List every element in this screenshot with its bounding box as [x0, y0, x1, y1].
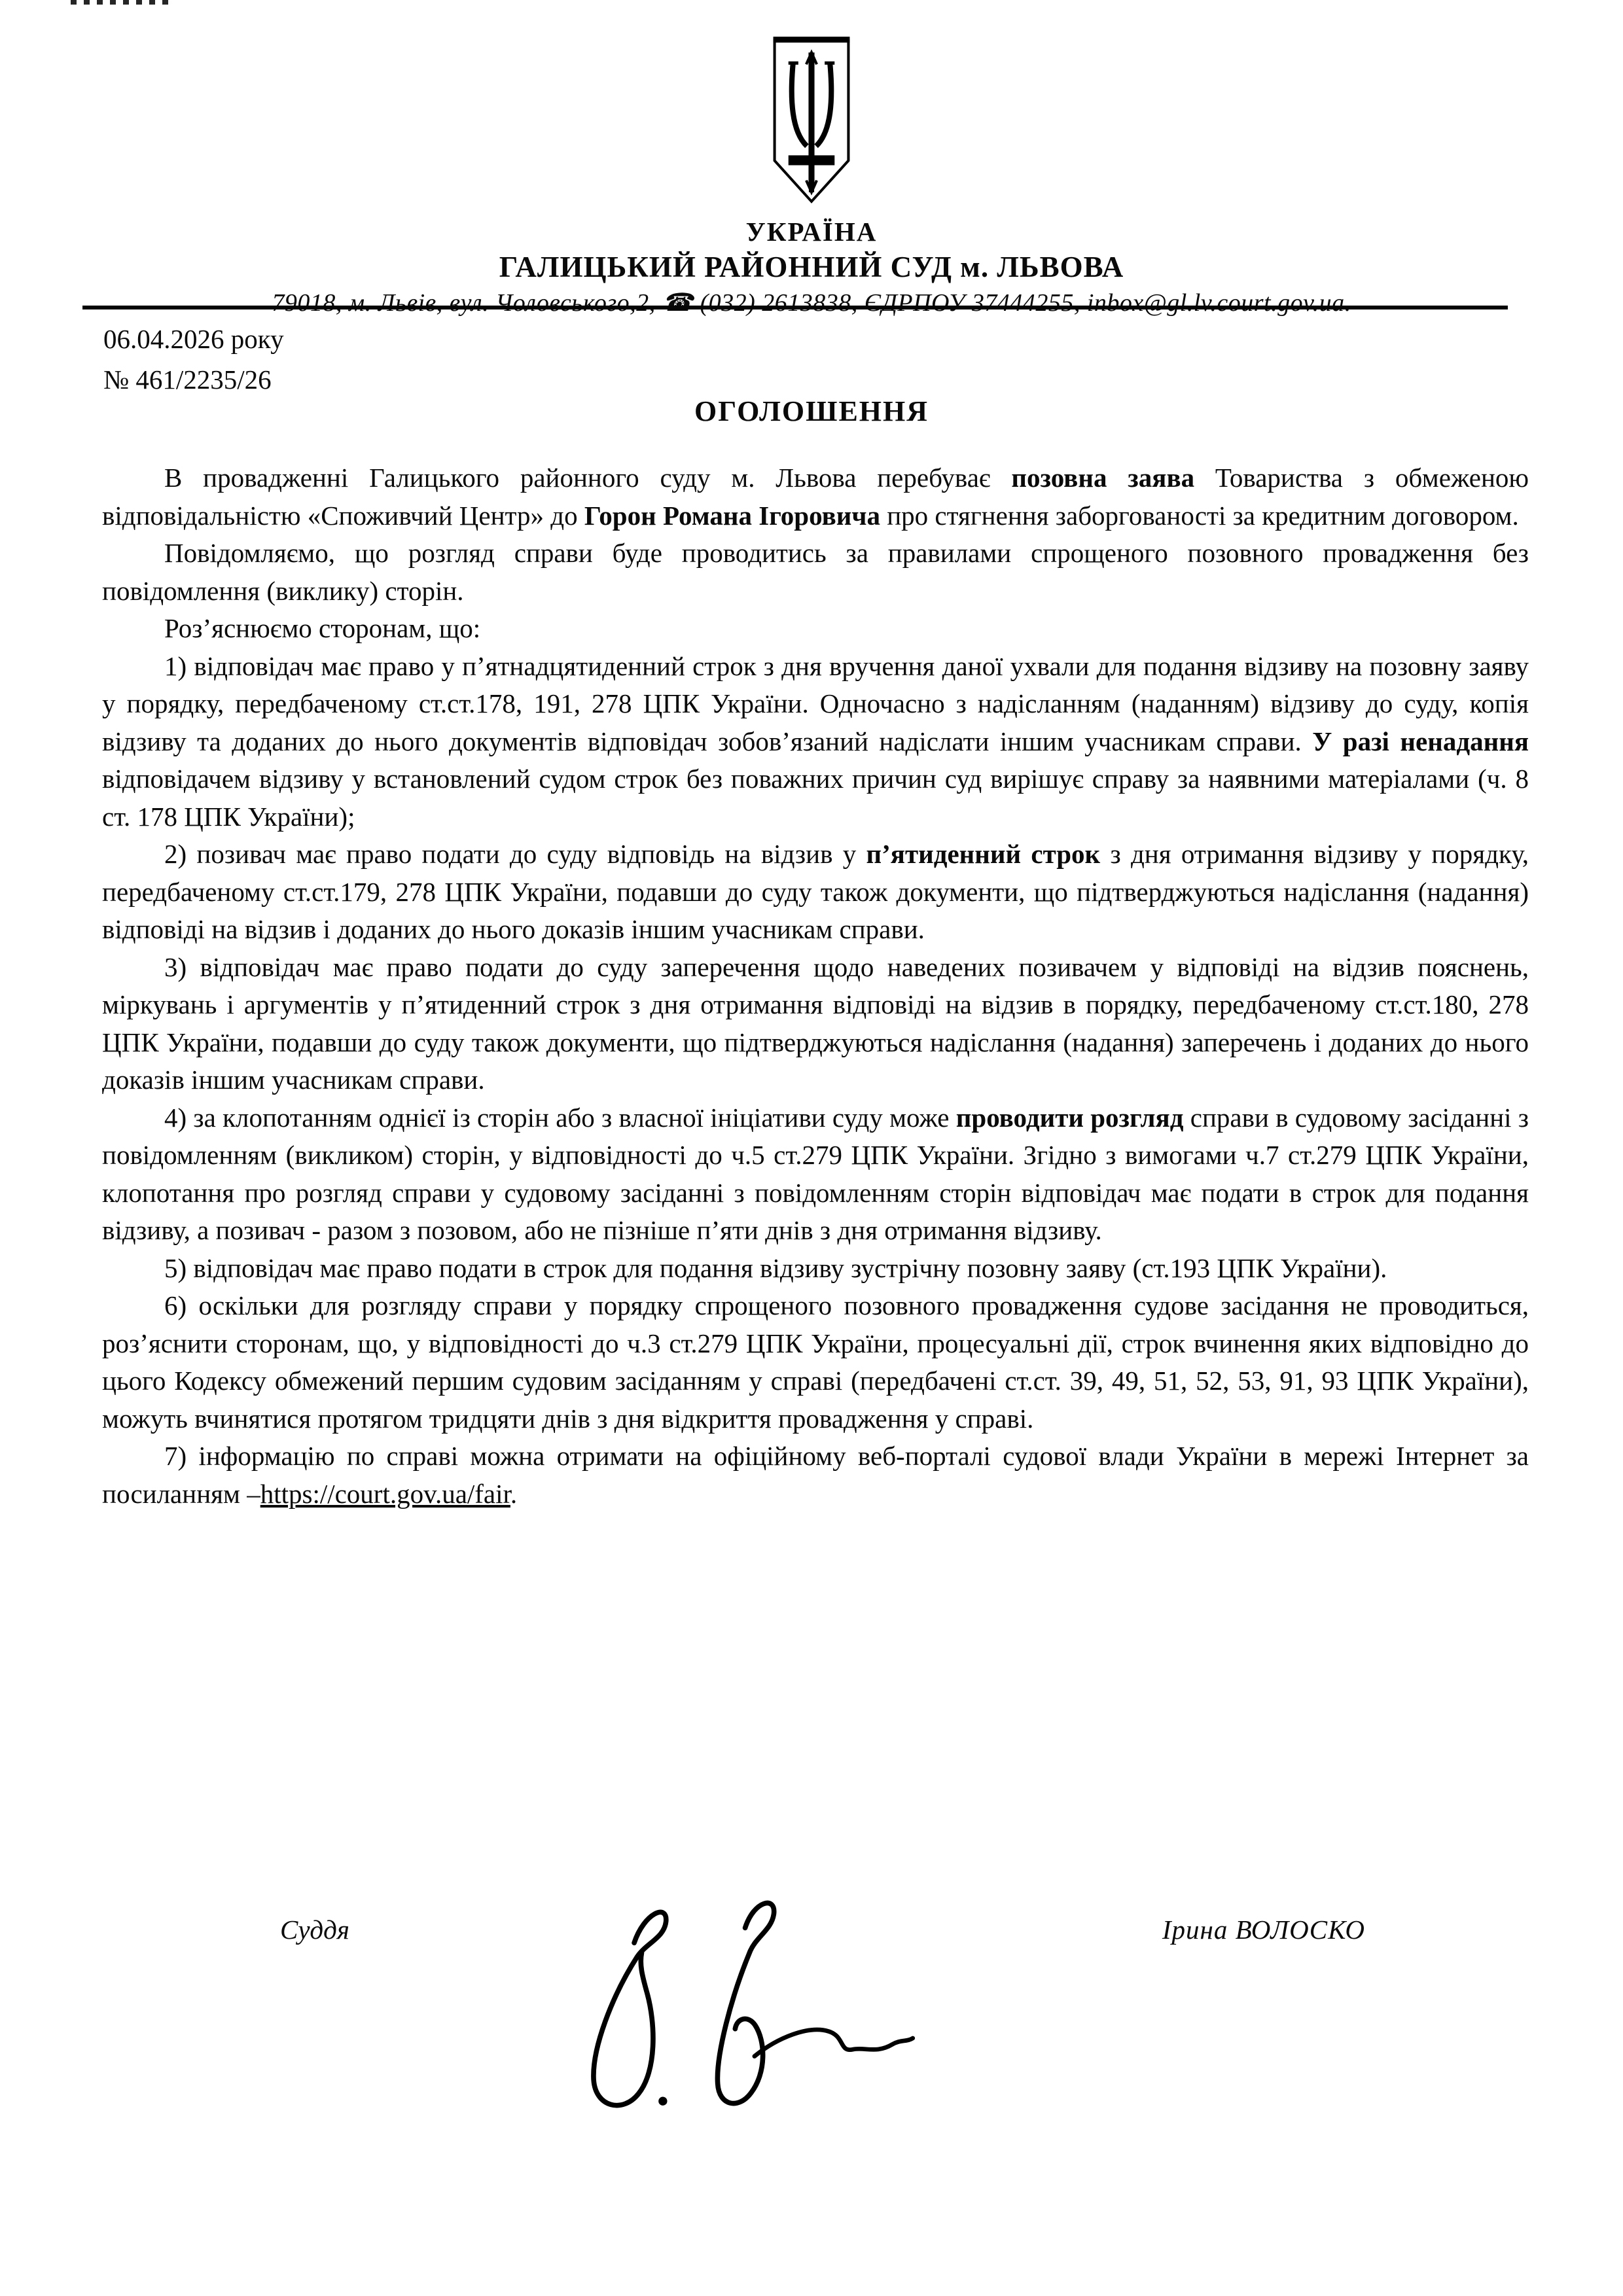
case-number: № 461/2235/26	[103, 364, 272, 395]
judge-name: Ірина ВОЛОСКО	[1162, 1915, 1365, 1945]
paragraph: 1) відповідач має право у п’ятнадцятиденний строк з дня вручення даної ухвали для подання відзиву на позовну заяву у порядку, передбаченому ст.ст.178, 191, 278 ЦПК України. Одночасно з надісланням (наданням) відзиву до суду, копія відзиву та доданих до нього документів відповідач зобов’язаний надіслати іншим учасникам справи. У разі ненадання відповідачем відзиву у встановлений судом строк без поважних причин суд вирішує справу за наявними матеріалами (ч. 8 ст. 178 ЦПК України);	[102, 650, 1529, 832]
country-name: УКРАЇНА	[745, 217, 878, 247]
court-name: ГАЛИЦЬКИЙ РАЙОННИЙ СУД м. ЛЬВОВА	[499, 250, 1124, 283]
paragraph: Роз’яснюємо сторонам, що:	[164, 613, 481, 643]
judge-signature-icon	[537, 1868, 916, 2133]
document-header	[0, 34, 1623, 318]
court-address-line: 79018, м. Львів, вул. Чоловського,2, ☎ (032) 2613838, ЄДРПОУ 37444255, inbox@gl.lv.court.gov.ua.	[272, 289, 1351, 317]
judge-label: Суддя	[280, 1915, 349, 1945]
paragraph: В провадженні Галицького районного суду м. Львова перебуває позовна заява Товариства з обмеженою відповідальністю «Споживчий Центр» до Горон Романа Ігоровича про стягнення заборгованості за кредитним договором.	[102, 463, 1529, 531]
paragraph: 6) оскільки для розгляду справи у порядку спрощеного позовного провадження судове засідання не проводиться, роз’яснити сторонам, що, у відповідності до ч.3 ст.279 ЦПК України, процесуальні дії, строк вчинення яких відповідно до цього Кодексу обмежений першим судовим засіданням у справі (передбачені ст.ст. 39, 49, 51, 52, 53, 91, 93 ЦПК України), можуть вчинятися протягом тридцяти днів з дня відкриття провадження у справі.	[102, 1290, 1529, 1434]
paragraph: 2) позивач має право подати до суду відповідь на відзив у п’ятиденний строк з дня отримання відзиву у порядку, передбаченому ст.ст.179, 278 ЦПК України, подавши до суду також документи, що підтверджуються надіслання (надання) відповіді на відзив і доданих до нього доказів іншим учасникам справи.	[102, 839, 1529, 944]
paragraph: Повідомляємо, що розгляд справи буде проводитись за правилами спрощеного позовного провадження без повідомлення (виклику) сторін.	[102, 538, 1529, 606]
paragraph: 3) відповідач має право подати до суду заперечення щодо наведених позивачем у відповіді на відзив пояснень, міркувань і аргументів у п’ятиденний строк з дня отримання відповіді на відзив в порядку, передбаченому ст.ст.180, 278 ЦПК України, подавши до суду також документи, що підтверджуються надіслання (надання) заперечень і доданих до нього доказів іншим учасникам справи.	[102, 951, 1529, 1095]
date-line: 06.04.2026 року	[103, 324, 284, 354]
scan-cutoff-artifact	[71, 0, 169, 5]
page-title: ОГОЛОШЕННЯ	[694, 395, 929, 427]
header-divider	[82, 306, 1508, 309]
document-body	[102, 459, 1529, 1513]
paragraph: 4) за клопотанням однієї із сторін або з власної ініціативи суду може проводити розгляд справи в судовому засіданні з повідомленням (викликом) сторін, у відповідності до ч.5 ст.279 ЦПК України. Згідно з вимогами ч.7 ст.279 ЦПК України, клопотання про розгляд справи у судовому засіданні з повідомленням сторін відповідач має подати в строк для подання відзиву, а позивач - разом з позовом, або не пізніше п’яти днів з дня отримання відзиву.	[102, 1102, 1529, 1245]
ukraine-trident-emblem-icon	[765, 34, 858, 211]
document-meta	[103, 319, 284, 400]
paragraph: 5) відповідач має право подати в строк для подання відзиву зустрічну позовну заяву (ст.193 ЦПК України).	[164, 1252, 1387, 1283]
paragraph: 7) інформацію по справі можна отримати на офіційному веб-порталі судової влади України в мережі Інтернет за посиланням –https://court.gov.ua/fair.	[102, 1441, 1529, 1509]
